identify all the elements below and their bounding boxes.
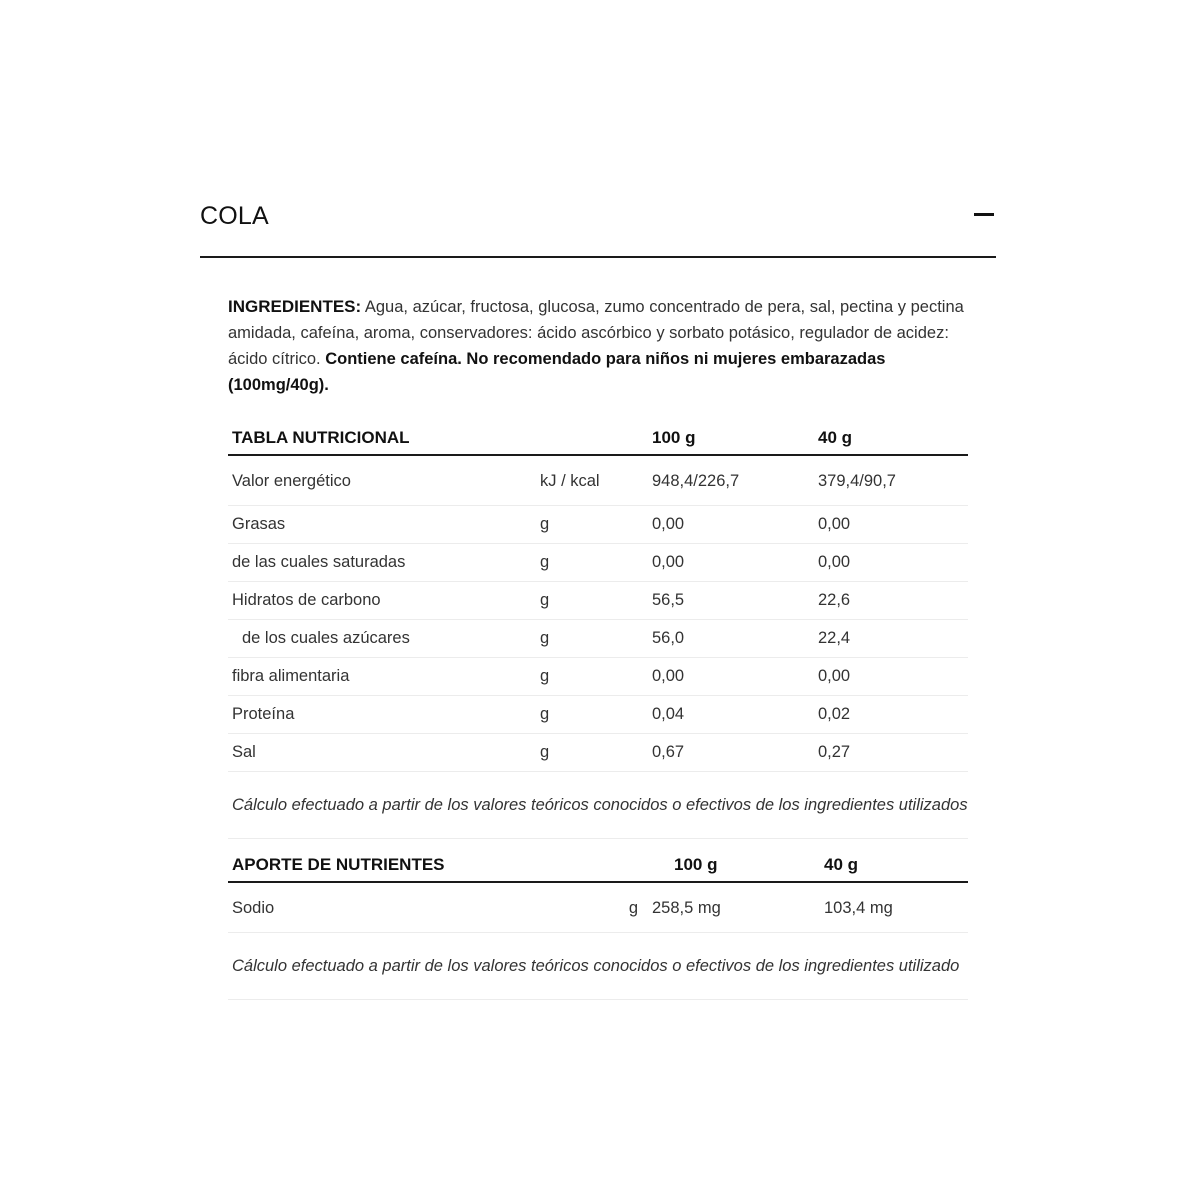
value-40g: 0,00 bbox=[814, 544, 968, 582]
ingredients-paragraph bbox=[228, 294, 968, 398]
value-100g: 56,5 bbox=[648, 582, 814, 620]
nutrient-name bbox=[228, 882, 648, 933]
nutrient-name: Valor energético bbox=[228, 455, 536, 506]
ingredients-label: INGREDIENTES: bbox=[228, 297, 362, 316]
calculation-note: Cálculo efectuado a partir de los valores teóricos conocidos o efectivos de los ingredientes utilizado bbox=[228, 933, 968, 1000]
table-row bbox=[228, 544, 968, 582]
nutrient-unit: g bbox=[536, 506, 648, 544]
nutrient-unit: g bbox=[536, 696, 648, 734]
nutrient-name: de las cuales saturadas bbox=[228, 544, 536, 582]
nutrient-name: Sal bbox=[228, 734, 536, 772]
table-note-row bbox=[228, 933, 968, 1000]
value-100g: 0,00 bbox=[648, 658, 814, 696]
value-100g: 0,00 bbox=[648, 506, 814, 544]
column-header bbox=[536, 418, 648, 455]
value-100g: 0,04 bbox=[648, 696, 814, 734]
nutrient-name: Grasas bbox=[228, 506, 536, 544]
nutrient-name: fibra alimentaria bbox=[228, 658, 536, 696]
nutrient-unit: kJ / kcal bbox=[536, 455, 648, 506]
value-40g: 0,02 bbox=[814, 696, 968, 734]
value-40g: 22,6 bbox=[814, 582, 968, 620]
value-100g: 0,67 bbox=[648, 734, 814, 772]
nutrition-table bbox=[228, 418, 968, 839]
nutrient-unit: g bbox=[536, 544, 648, 582]
table-header-row bbox=[228, 845, 968, 882]
value-100g: 56,0 bbox=[648, 620, 814, 658]
table-note-row bbox=[228, 772, 968, 839]
nutrient-name: Hidratos de carbono bbox=[228, 582, 536, 620]
table-row bbox=[228, 620, 968, 658]
table-header-row bbox=[228, 418, 968, 455]
nutrient-label: Sodio bbox=[232, 899, 275, 917]
nutrient-unit: g bbox=[536, 582, 648, 620]
column-header: 40 g bbox=[814, 418, 968, 455]
accordion-content bbox=[228, 294, 968, 1000]
nutrient-unit: g bbox=[536, 620, 648, 658]
column-header: 40 g bbox=[798, 845, 968, 882]
nutrient-name: Proteína bbox=[228, 696, 536, 734]
table-row bbox=[228, 696, 968, 734]
nutrition-panel bbox=[200, 190, 996, 975]
column-header: TABLA NUTRICIONAL bbox=[228, 418, 536, 455]
value-40g: 379,4/90,7 bbox=[814, 455, 968, 506]
table-row bbox=[228, 882, 968, 933]
value-40g: 0,00 bbox=[814, 506, 968, 544]
column-header: 100 g bbox=[648, 845, 798, 882]
calculation-note: Cálculo efectuado a partir de los valores teóricos conocidos o efectivos de los ingredientes utilizados bbox=[228, 772, 968, 839]
table-row bbox=[228, 658, 968, 696]
value-40g: 22,4 bbox=[814, 620, 968, 658]
value-100g: 948,4/226,7 bbox=[648, 455, 814, 506]
ingredients-text: Agua, azúcar, fructosa, glucosa, zumo concentrado de pera, sal, pectina y pectina amidada, cafeína, aroma, conservadores: ácido ascórbico y sorbato potásico, regulador de acidez: ácido cítrico. bbox=[228, 298, 964, 368]
value-40g: 103,4 mg bbox=[798, 882, 968, 933]
column-header: APORTE DE NUTRIENTES bbox=[228, 845, 648, 882]
value-40g: 0,00 bbox=[814, 658, 968, 696]
nutrient-unit: g bbox=[628, 899, 638, 917]
nutrient-name: de los cuales azúcares bbox=[228, 620, 536, 658]
nutrient-unit: g bbox=[536, 658, 648, 696]
table-row bbox=[228, 582, 968, 620]
value-100g: 0,00 bbox=[648, 544, 814, 582]
minus-icon[interactable] bbox=[972, 200, 996, 224]
caffeine-warning: Contiene cafeína. No recomendado para niños ni mujeres embarazadas (100mg/40g). bbox=[228, 350, 886, 394]
nutrient-contribution-table bbox=[228, 845, 968, 1000]
table-row bbox=[228, 734, 968, 772]
accordion-header[interactable] bbox=[200, 190, 996, 258]
table-row bbox=[228, 455, 968, 506]
nutrient-unit: g bbox=[536, 734, 648, 772]
product-title: COLA bbox=[200, 202, 269, 230]
value-40g: 0,27 bbox=[814, 734, 968, 772]
table-row bbox=[228, 506, 968, 544]
value-100g: 258,5 mg bbox=[648, 882, 798, 933]
column-header: 100 g bbox=[648, 418, 814, 455]
